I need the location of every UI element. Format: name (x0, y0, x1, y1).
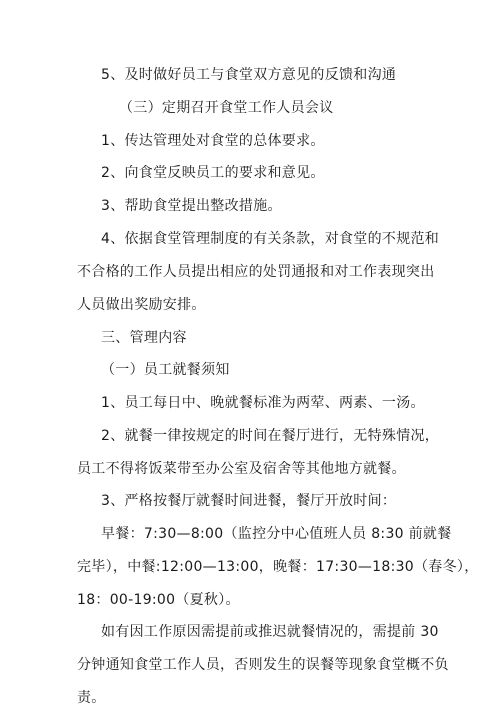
text-line: 3、严格按餐厅就餐时间进餐，餐厅开放时间： (101, 493, 397, 509)
text-line: 1、员工每日中、晚就餐标准为两荤、两素、一汤。 (101, 395, 425, 411)
text-line: 早餐：7:30—8:00（监控分中心值班人员 8:30 前就餐 (101, 526, 452, 542)
text-line: 人员做出奖励安排。 (77, 297, 206, 313)
section-heading: 三、管理内容 (101, 330, 187, 346)
text-line: 1、传达管理处对食堂的总体要求。 (101, 133, 325, 149)
section-heading: （三）定期召开食堂工作人员会议 (119, 100, 334, 116)
text-line: 2、就餐一律按规定的时间在餐厅进行，无特殊情况， (101, 428, 440, 444)
section-heading: （一）员工就餐须知 (101, 362, 230, 378)
text-line: 如有因工作原因需提前或推迟就餐情况的，需提前 30 (101, 624, 439, 640)
text-line: 责。 (77, 690, 106, 706)
text-line: 5、及时做好员工与食堂双方意见的反馈和沟通 (101, 67, 397, 83)
text-line: 18：00-19:00（夏秋）。 (77, 592, 240, 608)
text-line: 分钟通知食堂工作人员，否则发生的误餐等现象食堂概不负 (77, 657, 449, 673)
text-line: 完毕），中餐:12:00—13:00，晚餐：17:30—18:30（春冬）， (77, 559, 479, 575)
text-line: 2、向食堂反映员工的要求和意见。 (101, 165, 325, 181)
text-line: 不合格的工作人员提出相应的处罚通报和对工作表现突出 (77, 264, 435, 280)
text-line: 3、帮助食堂提出整改措施。 (101, 198, 282, 214)
text-line: 4、依据食堂管理制度的有关条款，对食堂的不规范和 (101, 231, 440, 247)
text-line: 员工不得将饭菜带至办公室及宿舍等其他地方就餐。 (77, 461, 406, 477)
